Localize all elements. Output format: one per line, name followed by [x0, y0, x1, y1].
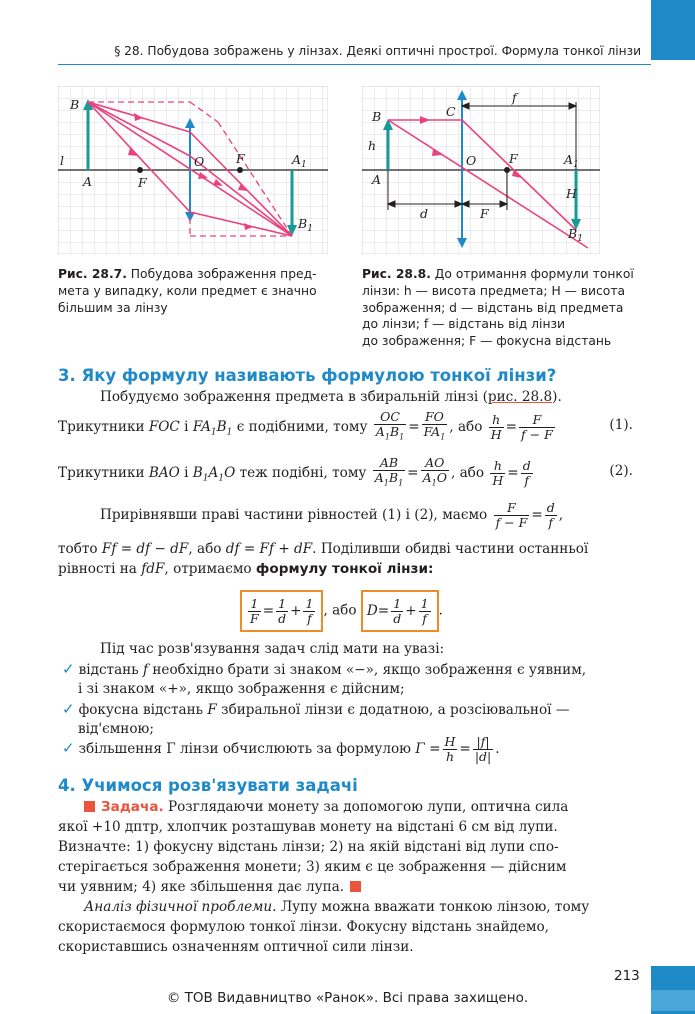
task-marker-icon [84, 801, 95, 812]
paragraph-5: тобто Ff = df − dF, або df = Ff + dF. Поділивши обидві частини останньої [58, 541, 589, 557]
label-F-bottom: F [480, 206, 489, 221]
check-icon: ✓ [62, 700, 75, 718]
caption-28-8: Рис. 28.8. До отримання формули тонкої лінзи: h — висота предмета; H — висота зображення; d — відстань від предмета до лінзи; f — відстань від лінзи до зображення; F — фокусна відстань [362, 267, 634, 349]
analysis-line-2: скористаємося формулою тонкої лінзи. Фокусну відстань знайдемо, [58, 919, 550, 935]
label-B: B [70, 97, 80, 112]
fraction-d-f: $\frac{d}{f}$ [522, 457, 531, 488]
label-H: H [566, 186, 577, 201]
formula-box-1: $\frac{1}{F}$ = $\frac{1}{d}$ + $\frac{1}{f}$ [240, 590, 323, 632]
label-h: h [368, 138, 377, 153]
bullet-1: ✓ відстань f необхідно брати зі знаком «−», якщо зображення є уявним, [62, 660, 587, 678]
fraction-FO-FA1: $\frac{FO}{FA_1}$ [423, 409, 446, 442]
caption-28-7: Рис. 28.7. Побудова зображення пред- мета у випадку, коли предмет є значно більшим за лінзу [58, 267, 317, 315]
bullet-3: ✓ збільшення Γ лінзи обчислюють за формулою Γ = $\frac{H}{h}$ = $\frac{|f|}{|d|}$ . [62, 734, 500, 764]
section-3-heading: 3. Яку формулу називають формулою тонкої лінзи? [58, 366, 557, 385]
fraction-F-fF: $\frac{F}{f - F}$ [521, 411, 553, 442]
bullet-2-cont: від'ємною; [78, 721, 154, 737]
label-d: d [420, 206, 429, 221]
section-4-heading: 4. Учимося розв'язувати задачі [58, 776, 358, 795]
copyright-footer: © ТОВ Видавництво «Ранок». Всі права захищено. [166, 990, 529, 1006]
label-O: O [466, 153, 477, 168]
analysis-line-3: скориставшись означенням оптичної сили лінзи. [58, 939, 414, 955]
header-accent-bar [651, 0, 695, 60]
paragraph-1: Побудуємо зображення предмета в збиральній лінзі (рис. 28.8). [100, 389, 562, 405]
page-header [0, 0, 695, 60]
thin-lens-formula: $\frac{1}{F}$ = $\frac{1}{d}$ + $\frac{1}{f}$ , або D= $\frac{1}{d}$ + $\frac{1}{f}$ . [240, 590, 460, 632]
figure-28-8 [362, 86, 600, 254]
label-A1: $A_1$ [564, 152, 579, 170]
label-F-right: F [236, 151, 245, 166]
label-O: O [194, 154, 205, 169]
label-A1: $A_1$ [292, 152, 307, 170]
figure-28-7 [58, 86, 328, 254]
running-title: § 28. Побудова зображень у лінзах. Деякі оптичні прострої. Формула тонкої лінзи [114, 44, 641, 58]
task-end-marker-icon [350, 881, 361, 892]
label-B1: $B_1$ [298, 216, 313, 234]
task-line-4: стерігається зображення монети; 3) яким є це зображення — дійсним [58, 859, 567, 875]
paragraph-2: Трикутники FOC і $FA_1B_1$ є подібними, тому $\frac{OC}{A_1B_1}$ = $\frac{FO}{FA_1}$ , або $\frac{h}{H}$ = $\frac{F}{f - F}$ (1). [58, 410, 633, 447]
label-l: l [60, 153, 64, 168]
label-A: A [83, 174, 93, 189]
label-F-left: F [138, 175, 147, 190]
check-icon: ✓ [62, 660, 75, 678]
task-line-5: чи уявним; 4) яке збільшення дає лупа. [58, 878, 633, 897]
label-A: A [372, 172, 382, 187]
check-icon: ✓ [62, 739, 75, 757]
header-rule [58, 64, 651, 65]
task-line-1: Задача. Розглядаючи монету за допомогою лупи, оптична сила [84, 798, 659, 817]
paragraph-3: Трикутники BAO і $B_1A_1O$ теж подібні, тому $\frac{AB}{A_1B_1}$ = $\frac{AO}{A_1O}$ , або $\frac{h}{H}$ = $\frac{d}{f}$ (2). [58, 456, 633, 493]
figure-reference-link[interactable]: рис. 28.8 [487, 389, 553, 405]
label-B: B [372, 109, 382, 124]
paragraph-6: рівності на fdF, отримаємо формулу тонкої лінзи: [58, 561, 434, 577]
fraction-AO-A1O: $\frac{AO}{A_1O}$ [422, 455, 447, 488]
fraction-AB-A1B1: $\frac{AB}{A_1B_1}$ [374, 455, 404, 488]
formula-box-2: D= $\frac{1}{d}$ + $\frac{1}{f}$ [361, 590, 439, 632]
fraction-OC-A1B1: $\frac{OC}{A_1B_1}$ [375, 409, 405, 442]
paragraph-7: Під час розв'язування задач слід мати на увазі: [100, 641, 445, 657]
paragraph-4: Прирівнявши праві частини рівностей (1) і (2), маємо $\frac{F}{f - F}$ = $\frac{d}{f}$ , [100, 500, 564, 530]
fraction-h-H-2: $\frac{h}{H}$ [492, 457, 504, 488]
analysis-line-1: Аналіз фізичної проблеми. Лупу можна вважати тонкою лінзою, тому [84, 899, 590, 915]
bullet-1-cont: і зі знаком «+», якщо зображення є дійсним; [78, 681, 405, 697]
page-number: 213 [614, 968, 640, 984]
task-line-3: Визначте: 1) фокусну відстань лінзи; 2) на якій відстані від лупи спо- [58, 839, 559, 855]
fraction-d-f-2: $\frac{d}{f}$ [546, 500, 555, 530]
bullet-2: ✓ фокусна відстань F збиральної лінзи є додатною, а розсіювальної — [62, 700, 570, 718]
fraction-F-fF-2: $\frac{F}{f - F}$ [495, 500, 528, 530]
label-f: f [512, 90, 517, 105]
task-line-2: якої +10 дптр, хлопчик розташував монету на відстані 6 см від лупи. [58, 819, 558, 835]
label-B1: $B_1$ [568, 226, 583, 244]
fraction-h-H: $\frac{h}{H}$ [490, 411, 502, 442]
label-C: C [446, 104, 456, 119]
label-F: F [509, 151, 518, 166]
